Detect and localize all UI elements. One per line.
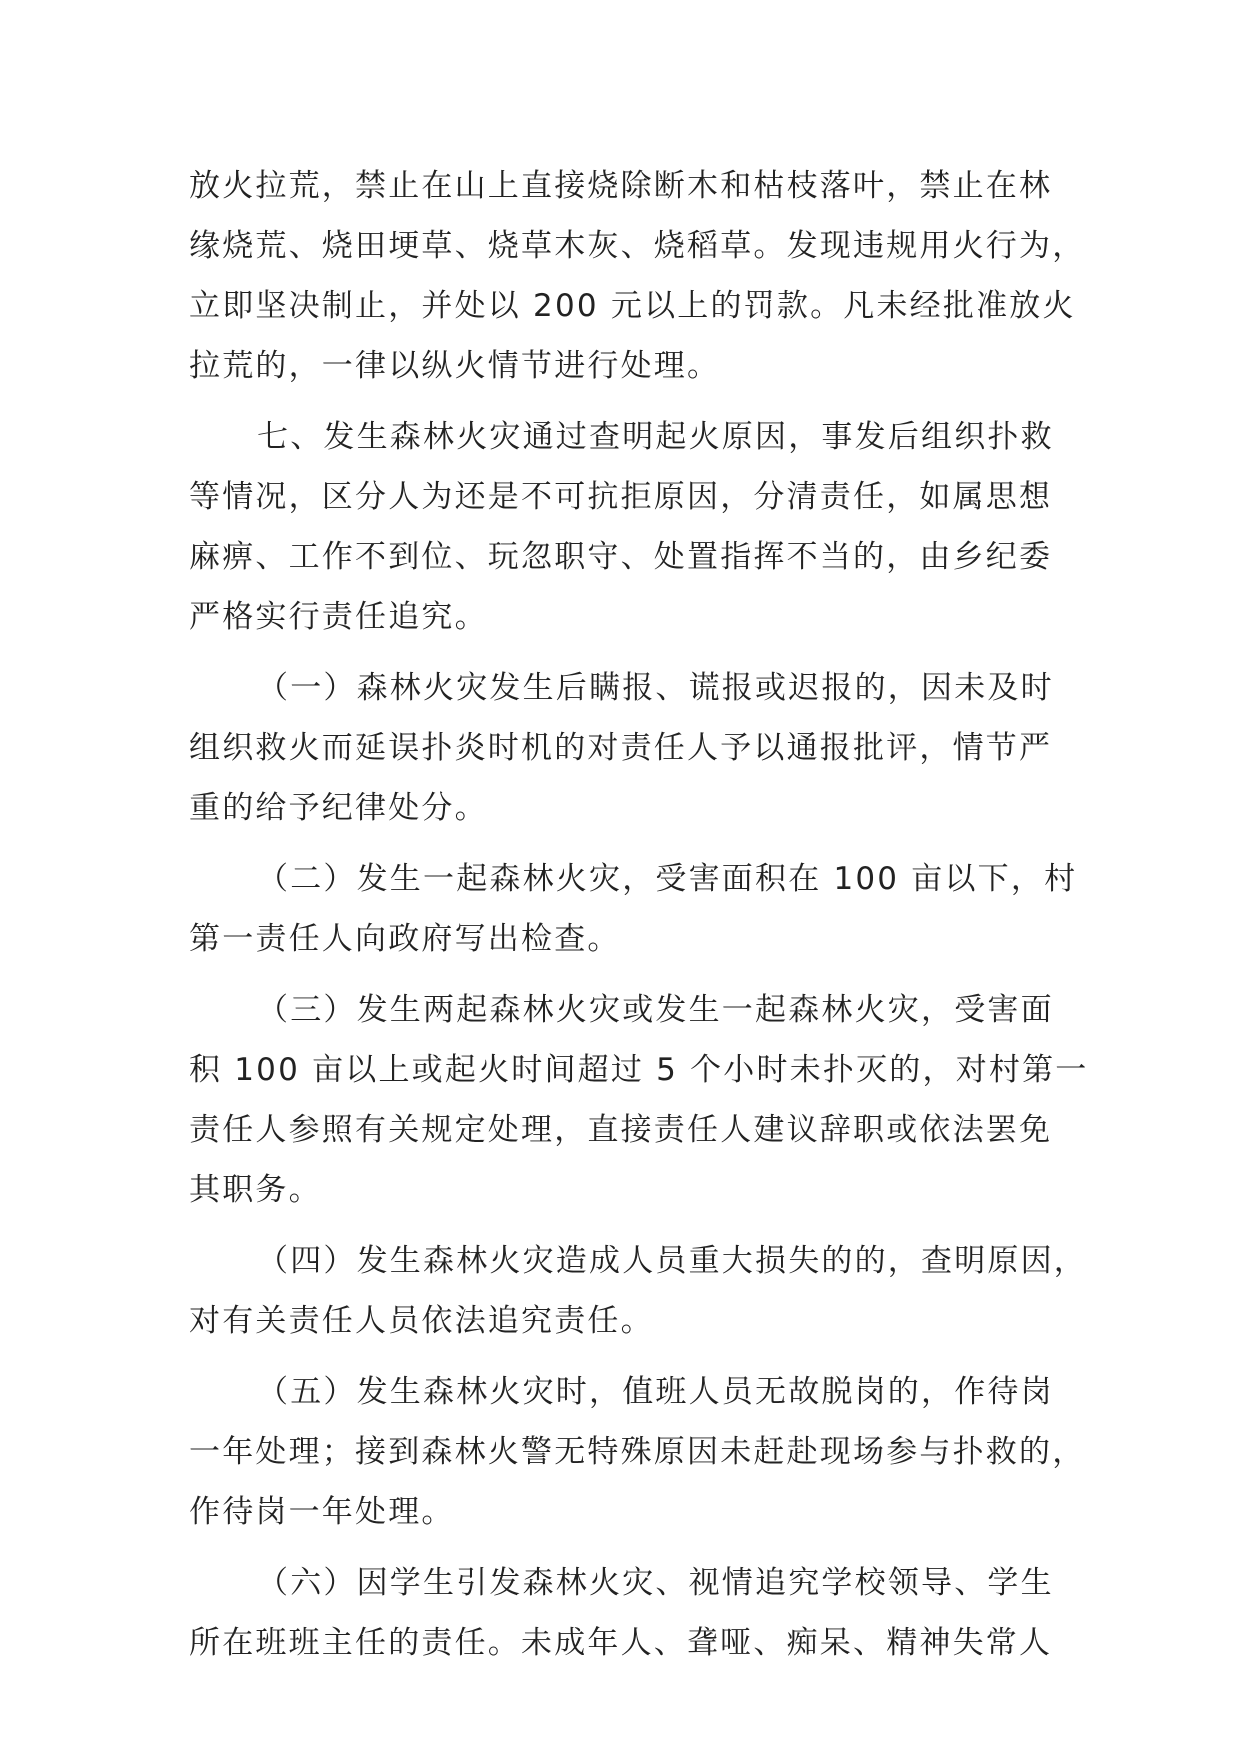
text-line: （五）发生森林火灾时，值班人员无故脱岗的，作待岗 xyxy=(257,1374,1054,1410)
paragraph-item-6 xyxy=(189,1553,1054,1673)
text-line: （四）发生森林火灾造成人员重大损失的的，查明原因， xyxy=(257,1243,1087,1279)
paragraph-item-4 xyxy=(189,1231,1087,1351)
text-line: 其职务。 xyxy=(189,1172,322,1208)
text-line: 立即坚决制止，并处以 200 元以上的罚款。凡未经批准放火 xyxy=(189,288,1076,324)
text-line: 对有关责任人员依法追究责任。 xyxy=(189,1303,654,1339)
paragraph-section-7 xyxy=(189,407,1054,647)
text-line: 麻痹、工作不到位、玩忽职守、处置指挥不当的，由乡纪委 xyxy=(189,539,1053,575)
document-body xyxy=(189,156,1089,1673)
paragraph-item-2 xyxy=(189,849,1078,969)
paragraph-item-3 xyxy=(189,980,1089,1220)
text-line: 一年处理；接到森林火警无特殊原因未赶赴现场参与扑救的， xyxy=(189,1434,1086,1470)
text-line: 放火拉荒，禁止在山上直接烧除断木和枯枝落叶，禁止在林 xyxy=(189,168,1053,204)
text-line: 拉荒的，一律以纵火情节进行处理。 xyxy=(189,348,721,384)
text-line: 重的给予纪律处分。 xyxy=(189,790,488,826)
text-line: 责任人参照有关规定处理，直接责任人建议辞职或依法罢免 xyxy=(189,1112,1053,1148)
text-line: （六）因学生引发森林火灾、视情追究学校领导、学生 xyxy=(257,1565,1054,1601)
text-line: 所在班班主任的责任。未成年人、聋哑、痴呆、精神失常人 xyxy=(189,1625,1053,1661)
text-line: （二）发生一起森林火灾，受害面积在 100 亩以下，村 xyxy=(257,861,1078,897)
text-line: 缘烧荒、烧田埂草、烧草木灰、烧稻草。发现违规用火行为， xyxy=(189,228,1086,264)
text-line: 组织救火而延误扑炎时机的对责任人予以通报批评，情节严 xyxy=(189,730,1053,766)
text-line: 七、发生森林火灾通过查明起火原因，事发后组织扑救 xyxy=(257,419,1054,455)
paragraph-continuation xyxy=(189,156,1086,396)
text-line: 积 100 亩以上或起火时间超过 5 个小时未扑灭的，对村第一 xyxy=(189,1052,1089,1088)
text-line: 作待岗一年处理。 xyxy=(189,1494,455,1530)
text-line: 严格实行责任追究。 xyxy=(189,599,488,635)
text-line: 第一责任人向政府写出检查。 xyxy=(189,921,621,957)
text-line: （三）发生两起森林火灾或发生一起森林火灾，受害面 xyxy=(257,992,1054,1028)
paragraph-item-1 xyxy=(189,658,1054,838)
text-line: 等情况，区分人为还是不可抗拒原因，分清责任，如属思想 xyxy=(189,479,1053,515)
paragraph-item-5 xyxy=(189,1362,1086,1542)
text-line: （一）森林火灾发生后瞒报、谎报或迟报的，因未及时 xyxy=(257,670,1054,706)
